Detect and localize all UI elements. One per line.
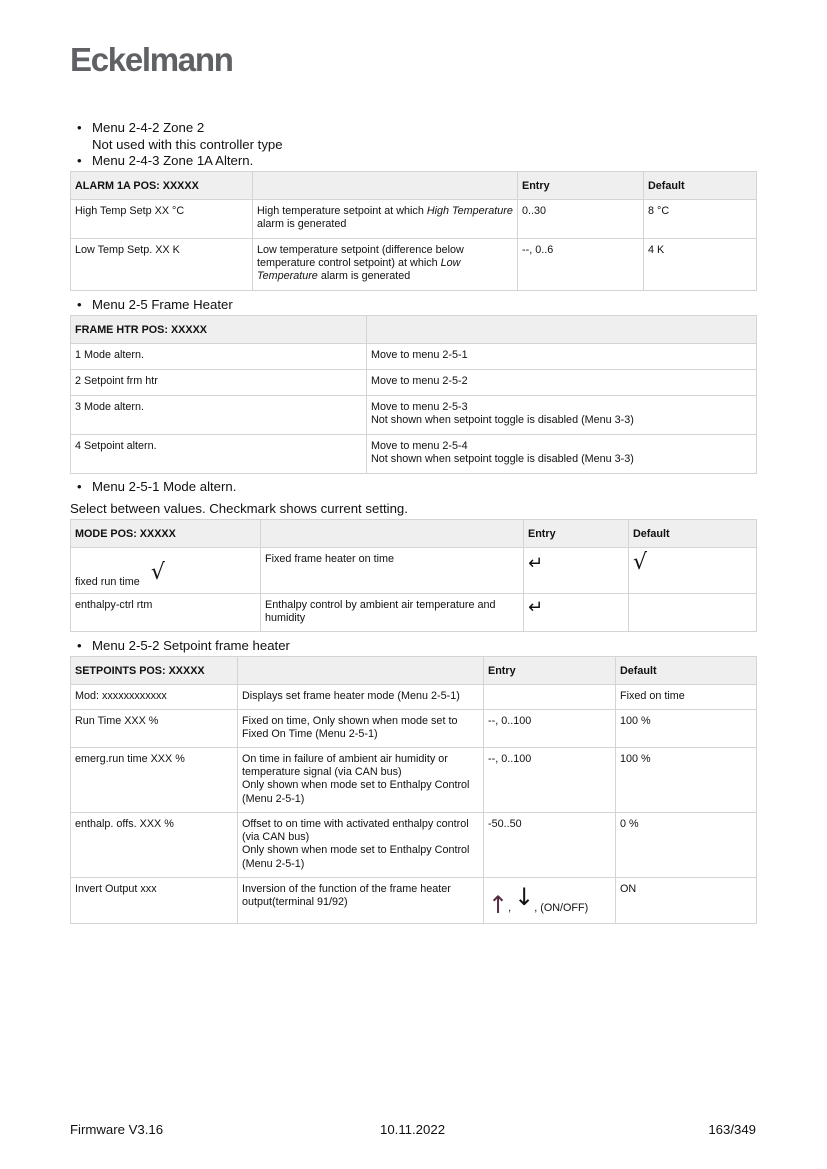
frame-htr-table — [70, 315, 757, 474]
menu-link-row[interactable] — [71, 370, 757, 396]
company-logo: Eckelmann — [70, 41, 233, 78]
setpoint-name: Invert Output xxx — [71, 878, 238, 924]
setpoint-default: 100 % — [616, 748, 757, 813]
mode-option-entry — [524, 594, 629, 632]
param-default: 8 °C — [644, 200, 757, 239]
setpoint-default: 100 % — [616, 710, 757, 748]
menu-link-row[interactable] — [71, 344, 757, 370]
header-cell: FRAME HTR POS: XXXXX — [71, 316, 367, 344]
setpoint-row[interactable] — [71, 878, 757, 924]
mode-instruction-text: Select between values. Checkmark shows current setting. — [70, 501, 408, 516]
menu-link-row[interactable] — [71, 435, 757, 474]
mode-option-row[interactable] — [71, 594, 757, 632]
menu-item-target: Move to menu 2-5-2 — [367, 370, 757, 396]
menu-item-target: Move to menu 2-5-3 Not shown when setpoint toggle is disabled (Menu 3-3) — [367, 396, 757, 435]
setpoint-entry: --, 0..100 — [484, 710, 616, 748]
menu-item-name: 4 Setpoint altern. — [71, 435, 367, 474]
mode-option-entry — [524, 548, 629, 594]
enter-key-icon[interactable]: ↵ — [528, 597, 544, 618]
setpoint-entry: --, 0..100 — [484, 748, 616, 813]
setpoint-default: ON — [616, 878, 757, 924]
header-cell — [367, 316, 757, 344]
arrow-down-icon[interactable]: ↓ — [514, 883, 535, 911]
enter-key-icon[interactable]: ↵ — [528, 553, 544, 574]
mode-option-name: enthalpy-ctrl rtm — [71, 594, 261, 632]
footer-date: 10.11.2022 — [380, 1122, 446, 1137]
mode-option-description: Enthalpy control by ambient air temperature and humidity — [261, 594, 524, 632]
header-cell: Entry — [518, 172, 644, 200]
setpoint-row[interactable] — [71, 748, 757, 813]
bullet-menu-2-5-2: • Menu 2-5-2 Setpoint frame heater — [70, 638, 290, 655]
setpoint-description: Fixed on time, Only shown when mode set to Fixed On Time (Menu 2-5-1) — [238, 710, 484, 748]
header-cell — [238, 657, 484, 685]
header-cell: Default — [644, 172, 757, 200]
footer-page-number: 163/349 — [708, 1122, 756, 1137]
header-cell — [253, 172, 518, 200]
bullet-menu-2-4-3: • Menu 2-4-3 Zone 1A Altern. — [70, 153, 283, 170]
param-description: Low temperature setpoint (difference below temperature control setpoint) at which Low Temperature alarm is generated — [253, 239, 518, 291]
mode-option-default — [629, 594, 757, 632]
alarm-1a-table — [70, 171, 757, 291]
setpoint-entry: -50..50 — [484, 813, 616, 878]
table-header-row — [71, 172, 757, 200]
setpoint-name: enthalp. offs. XXX % — [71, 813, 238, 878]
header-cell: Default — [616, 657, 757, 685]
bullet-menu-2-4-2-note: Not used with this controller type — [92, 136, 283, 152]
header-cell: MODE POS: XXXXX — [71, 520, 261, 548]
setpoint-description: Displays set frame heater mode (Menu 2-5-1) — [238, 685, 484, 710]
setpoint-default: 0 % — [616, 813, 757, 878]
mode-table — [70, 519, 757, 632]
table-row — [71, 200, 757, 239]
table-row — [71, 239, 757, 291]
menu-link-row[interactable] — [71, 396, 757, 435]
bullet-menu-2-5-1: • Menu 2-5-1 Mode altern. — [70, 479, 236, 496]
footer-firmware: Firmware V3.16 — [70, 1122, 164, 1137]
setpoint-name: Mod: xxxxxxxxxxxx — [71, 685, 238, 710]
setpoint-default: Fixed on time — [616, 685, 757, 710]
param-default: 4 K — [644, 239, 757, 291]
header-cell: Entry — [524, 520, 629, 548]
bullet-menu-2-5: • Menu 2-5 Frame Heater — [70, 297, 233, 314]
table-header-row — [71, 657, 757, 685]
setpoint-row[interactable] — [71, 813, 757, 878]
param-entry: 0..30 — [518, 200, 644, 239]
header-cell: Default — [629, 520, 757, 548]
table-header-row — [71, 316, 757, 344]
setpoint-description: On time in failure of ambient air humidity or temperature signal (via CAN bus) Only shown when mode set to Enthalpy Control (Menu 2-5-1) — [238, 748, 484, 813]
setpoint-entry — [484, 685, 616, 710]
header-cell: SETPOINTS POS: XXXXX — [71, 657, 238, 685]
setpoints-table — [70, 656, 757, 924]
menu-item-target: Move to menu 2-5-4 Not shown when setpoint toggle is disabled (Menu 3-3) — [367, 435, 757, 474]
intro-bullets — [70, 120, 283, 170]
checkmark-icon: √ — [150, 559, 165, 585]
param-name: Low Temp Setp. XX K — [71, 239, 253, 291]
mode-option-row[interactable] — [71, 548, 757, 594]
menu-item-name: 1 Mode altern. — [71, 344, 367, 370]
mode-option-default — [629, 548, 757, 594]
menu-item-name: 2 Setpoint frm htr — [71, 370, 367, 396]
setpoint-name: emerg.run time XXX % — [71, 748, 238, 813]
checkmark-icon: √ — [633, 550, 648, 575]
setpoint-row[interactable] — [71, 710, 757, 748]
menu-item-name: 3 Mode altern. — [71, 396, 367, 435]
setpoint-row[interactable] — [71, 685, 757, 710]
setpoint-description: Offset to on time with activated enthalpy control (via CAN bus) Only shown when mode set to Enthalpy Control (Menu 2-5-1) — [238, 813, 484, 878]
setpoint-description: Inversion of the function of the frame heater output(terminal 91/92) — [238, 878, 484, 924]
setpoint-entry: ↑, ↓, (ON/OFF) — [484, 878, 616, 924]
menu-item-target: Move to menu 2-5-1 — [367, 344, 757, 370]
header-cell — [261, 520, 524, 548]
param-name: High Temp Setp XX °C — [71, 200, 253, 239]
header-cell: Entry — [484, 657, 616, 685]
param-description: High temperature setpoint at which High Temperature alarm is generated — [253, 200, 518, 239]
header-cell: ALARM 1A POS: XXXXX — [71, 172, 253, 200]
param-entry: --, 0..6 — [518, 239, 644, 291]
table-header-row — [71, 520, 757, 548]
mode-option-name: fixed run time √ — [71, 548, 261, 594]
arrow-up-icon[interactable]: ↑ — [488, 891, 509, 919]
setpoint-name: Run Time XXX % — [71, 710, 238, 748]
mode-option-description: Fixed frame heater on time — [261, 548, 524, 594]
bullet-menu-2-4-2: • Menu 2-4-2 Zone 2 — [70, 120, 283, 137]
